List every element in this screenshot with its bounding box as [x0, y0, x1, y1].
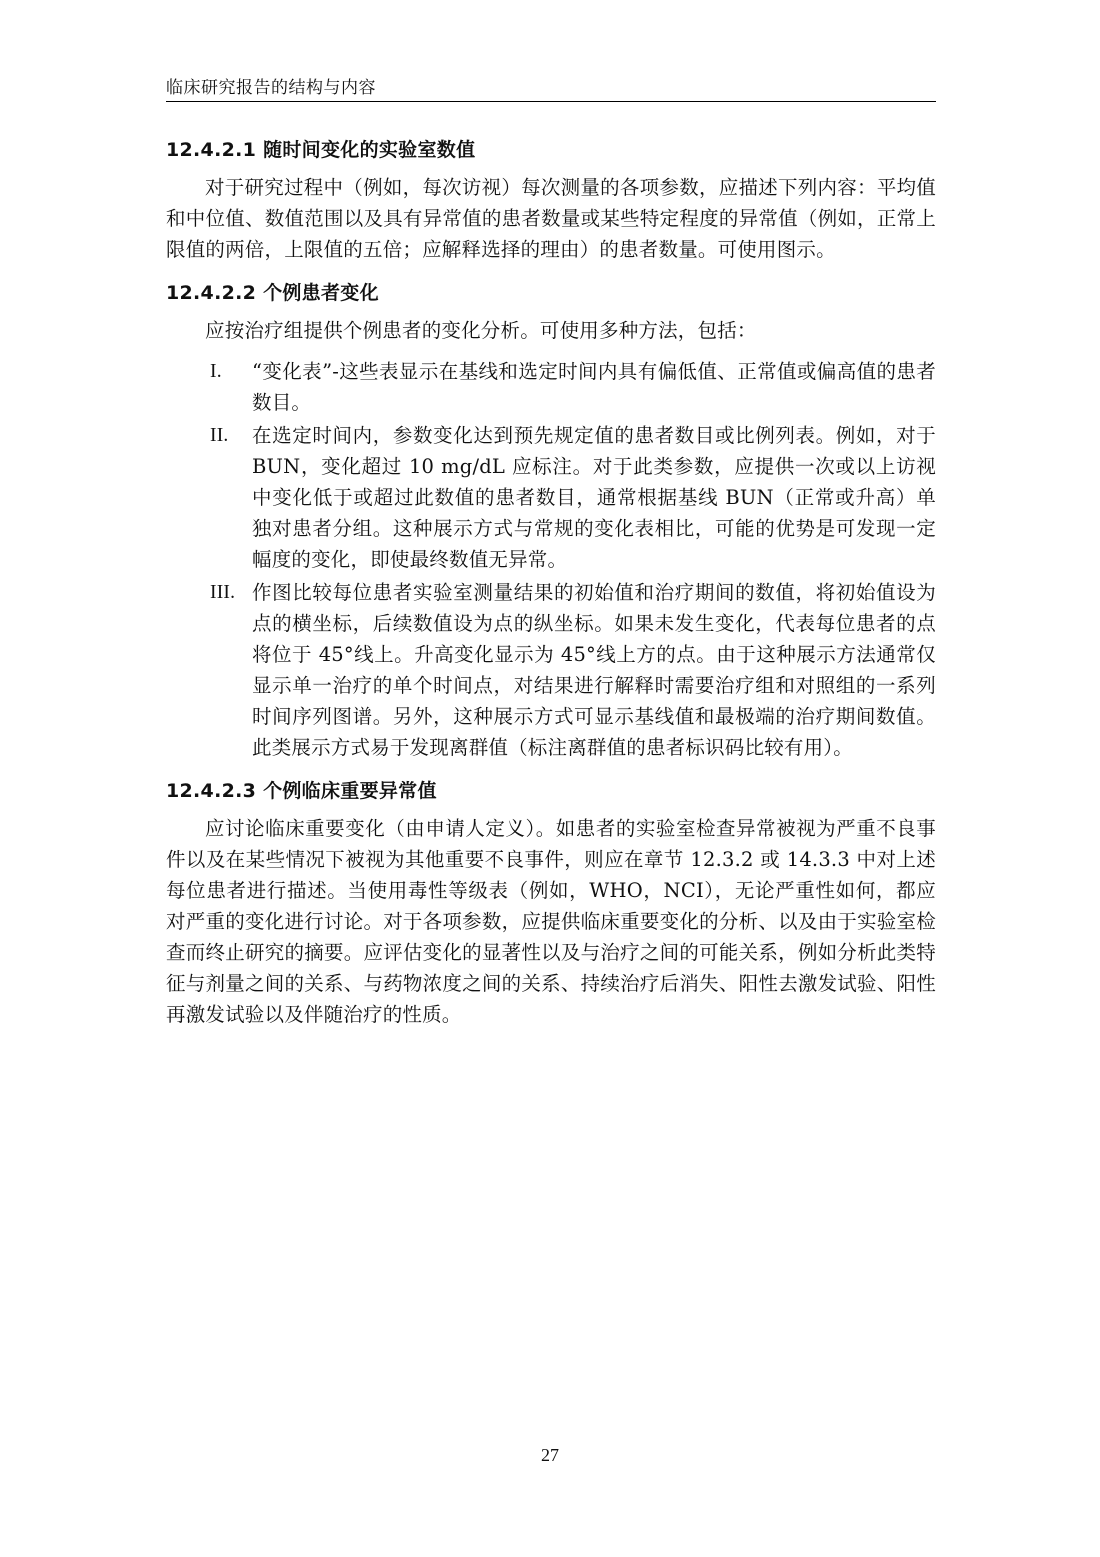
section-heading: 12.4.2.2 个例患者变化: [166, 282, 379, 304]
list-item: [166, 577, 936, 763]
header-rule: [166, 101, 936, 102]
method-list: [166, 356, 936, 763]
page-number: 27: [541, 1445, 559, 1465]
body-paragraph: 应讨论临床重要变化（由申请人定义）。如患者的实验室检查异常被视为严重不良事件以及在某些情况下被视为其他重要不良事件，则应在章节 12.3.2 或 14.3.3 中对上述每位患者进行描述。当使用毒性等级表（例如，WHO，NCI），无论严重性如何，都应对严重的变化进行讨论。对于各项参数，应提供临床重要变化的分析、以及由于实验室检查而终止研究的摘要。应评估变化的显著性以及与治疗之间的可能关系，例如分析此类特征与剂量之间的关系、与药物浓度之间的关系、持续治疗后消失、阳性去激发试验、阳性再激发试验以及伴随治疗的性质。: [166, 817, 936, 1026]
section-12-4-2-2: [166, 279, 936, 763]
list-item: [166, 356, 936, 418]
section-heading: 12.4.2.1 随时间变化的实验室数值: [166, 139, 476, 161]
list-item: [166, 420, 936, 575]
page-content: [166, 128, 936, 1044]
section-12-4-2-3: [166, 777, 936, 1030]
section-12-4-2-1: [166, 136, 936, 265]
list-marker: I.: [210, 361, 222, 382]
list-marker: III.: [210, 582, 236, 603]
list-item-text: “变化表”-这些表显示在基线和选定时间内具有偏低值、正常值或偏高值的患者数目。: [252, 360, 936, 414]
running-header: 临床研究报告的结构与内容: [166, 78, 376, 98]
list-item-text: 在选定时间内，参数变化达到预先规定值的患者数目或比例列表。例如，对于 BUN，变化超过 10 mg/dL 应标注。对于此类参数，应提供一次或以上访视中变化低于或超过此数值的患者数目，通常根据基线 BUN（正常或升高）单独对患者分组。这种展示方式与常规的变化表相比，可能的优势是可发现一定幅度的变化，即使最终数值无异常。: [252, 424, 936, 571]
section-heading: 12.4.2.3 个例临床重要异常值: [166, 780, 437, 802]
list-item-text: 作图比较每位患者实验室测量结果的初始值和治疗期间的数值，将初始值设为点的横坐标，后续数值设为点的纵坐标。如果未发生变化，代表每位患者的点将位于 45°线上。升高变化显示为 45°线上方的点。由于这种展示方法通常仅显示单一治疗的单个时间点，对结果进行解释时需要治疗组和对照组的一系列时间序列图谱。另外，这种展示方式可显示基线值和最极端的治疗期间数值。此类展示方式易于发现离群值（标注离群值的患者标识码比较有用）。: [252, 581, 936, 759]
list-marker: II.: [210, 425, 229, 446]
body-paragraph: 应按治疗组提供个例患者的变化分析。可使用多种方法，包括：: [205, 319, 757, 342]
body-paragraph: 对于研究过程中（例如，每次访视）每次测量的各项参数，应描述下列内容：平均值和中位值、数值范围以及具有异常值的患者数量或某些特定程度的异常值（例如，正常上限值的两倍，上限值的五倍；应解释选择的理由）的患者数量。可使用图示。: [166, 176, 936, 261]
